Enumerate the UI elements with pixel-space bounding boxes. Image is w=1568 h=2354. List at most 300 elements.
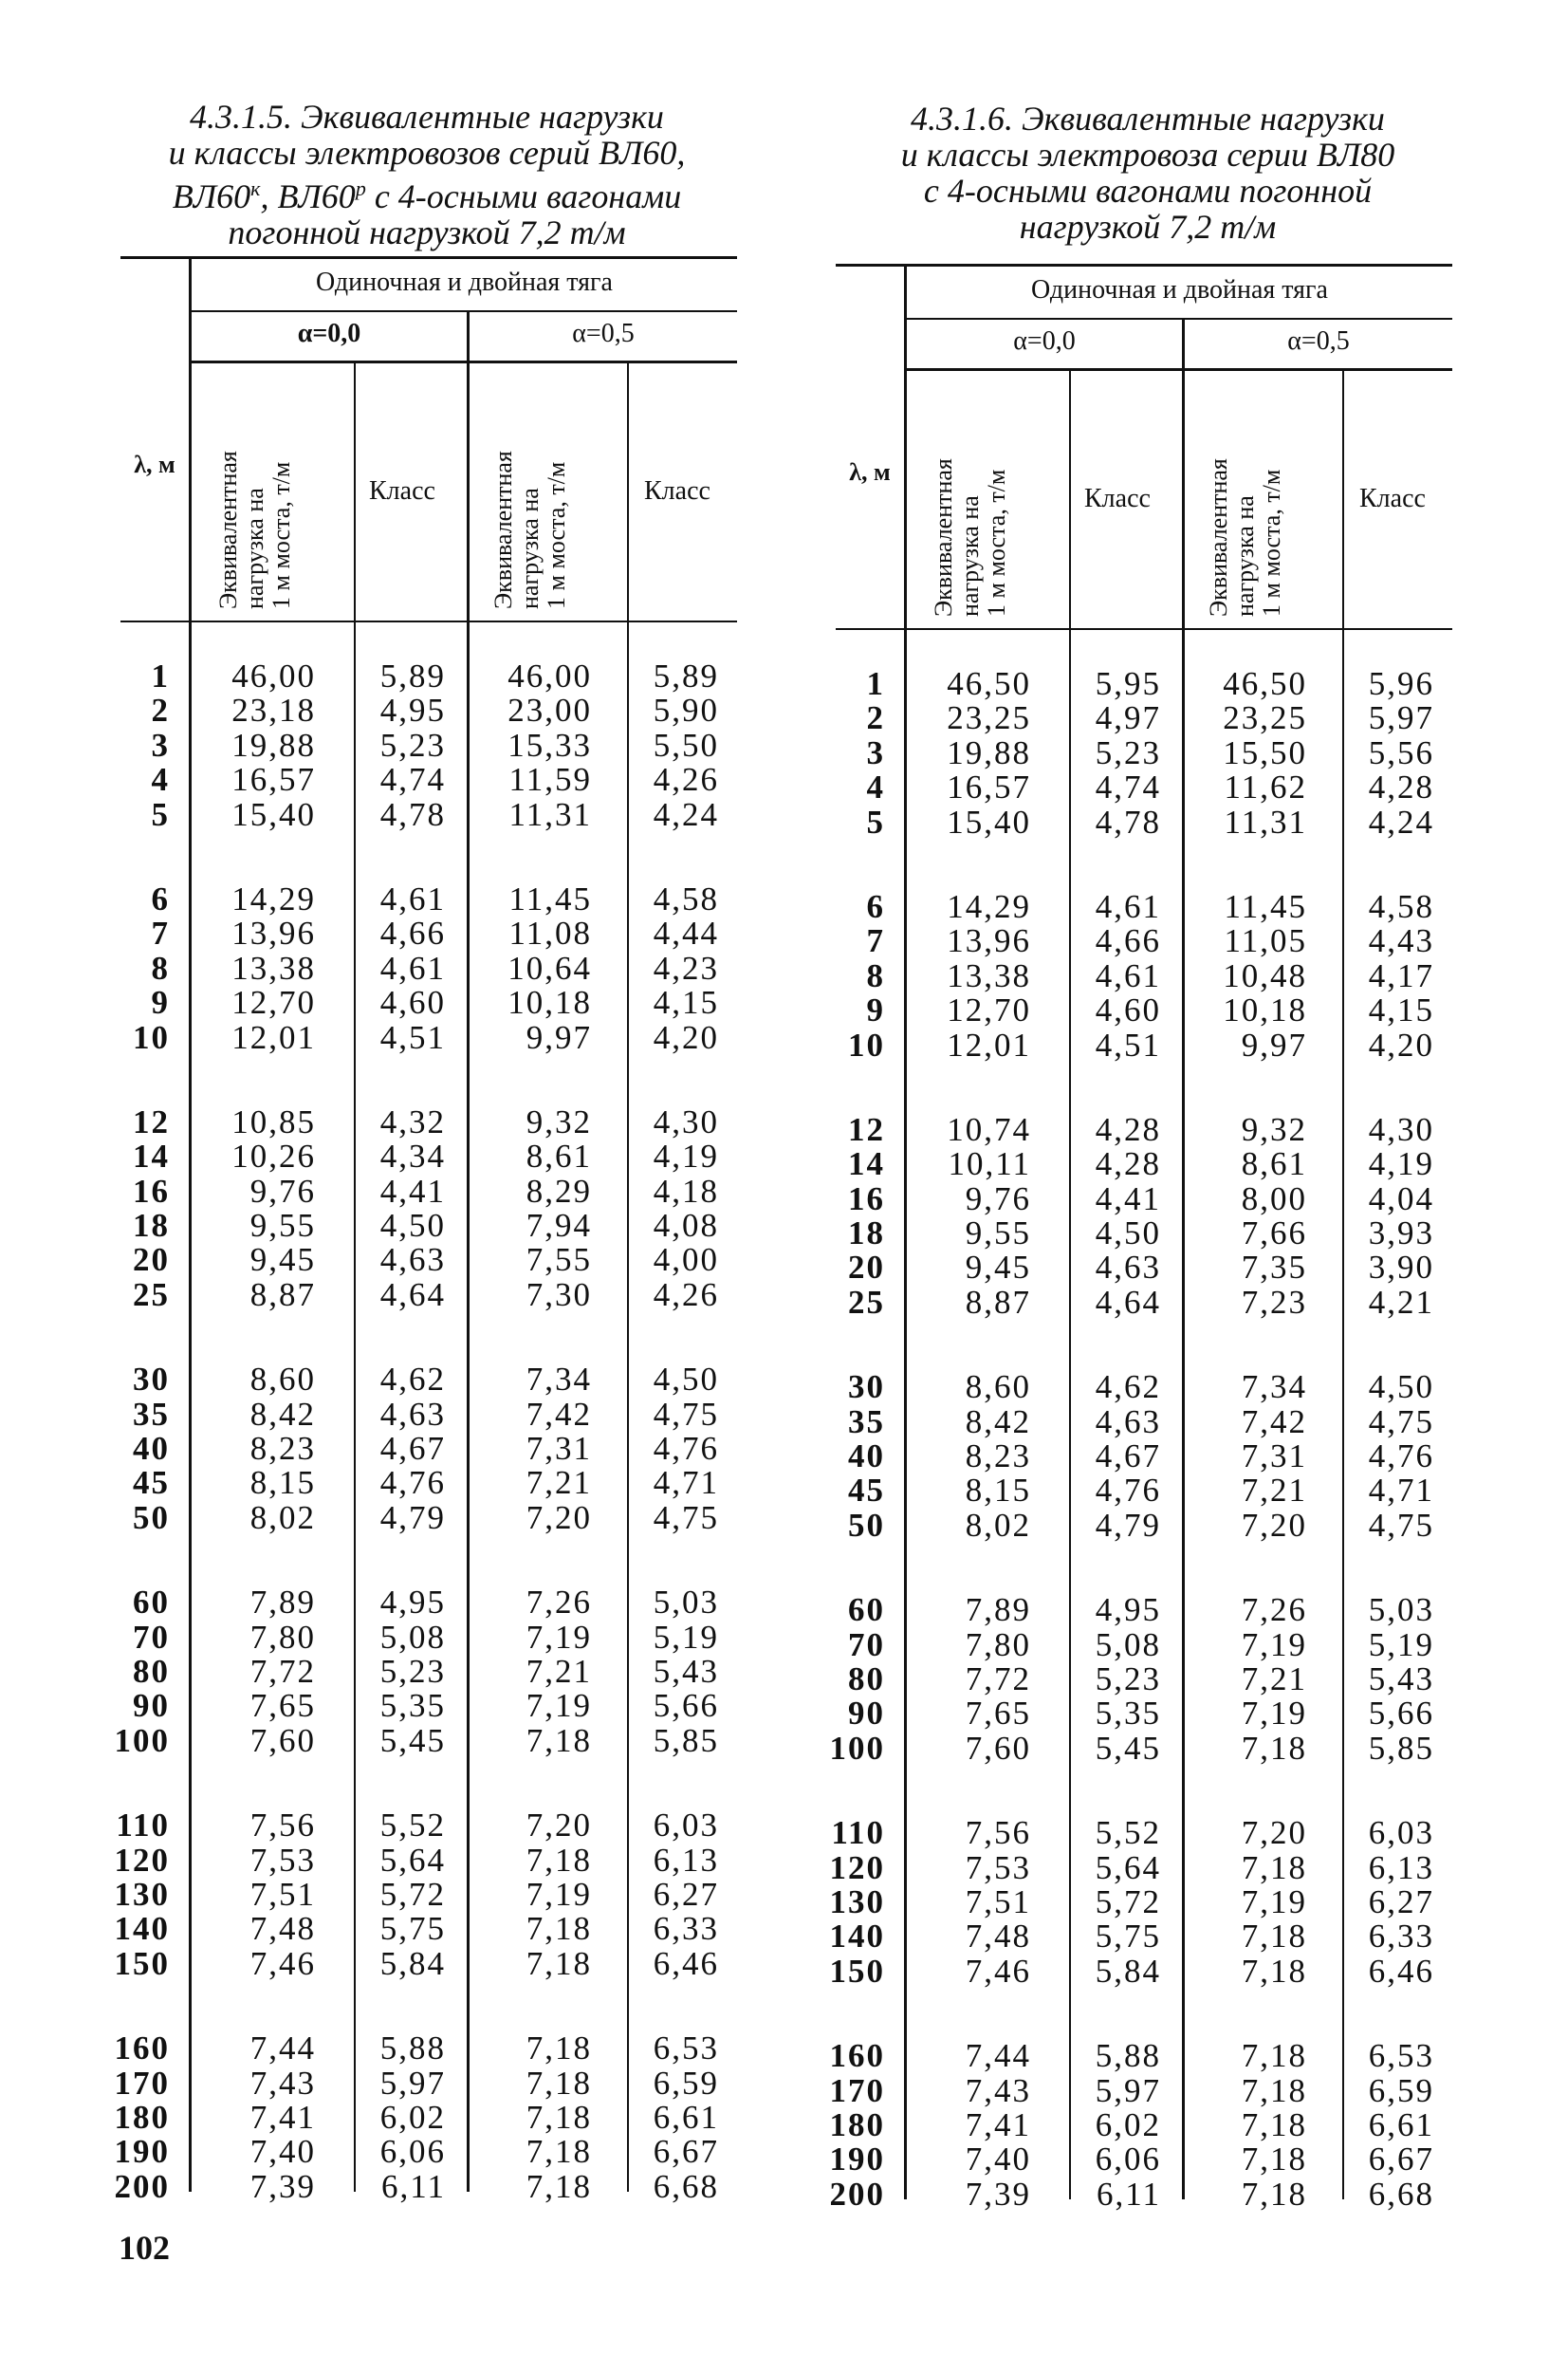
load-cell: 7,55	[526, 1241, 592, 1279]
class-cell: 5,88	[379, 2030, 446, 2067]
table-row	[120, 726, 737, 764]
table-row	[836, 887, 1452, 925]
lambda-cell: 40	[848, 1437, 885, 1475]
header-bottom-rule	[836, 628, 1452, 630]
lambda-cell: 70	[133, 1618, 170, 1656]
load-cell: 10,11	[948, 1145, 1031, 1183]
table-row	[120, 1466, 737, 1500]
title-line: и классы электровозов серий ВЛ60,	[168, 134, 686, 172]
table-row	[836, 1659, 1452, 1697]
class-cell: 5,84	[379, 1944, 446, 1982]
load-cell: 10,26	[231, 1138, 316, 1176]
page-number: 102	[119, 2229, 170, 2267]
table-row	[836, 1283, 1452, 1321]
load-cell: 7,39	[249, 2167, 316, 2205]
class-cell: 6,03	[1368, 1814, 1434, 1852]
lambda-cell: 50	[133, 1498, 170, 1536]
load-cell: 15,40	[231, 795, 316, 833]
row-group	[120, 659, 737, 832]
class-cell: 6,59	[1368, 2071, 1434, 2109]
class-cell: 6,03	[653, 1807, 719, 1844]
class-cell: 4,63	[1095, 1249, 1161, 1287]
table-row	[120, 1689, 737, 1723]
lambda-cell: 14	[848, 1145, 885, 1183]
table-row	[120, 1172, 737, 1210]
table-row	[829, 1918, 1452, 1955]
load-cell: 7,40	[249, 2133, 316, 2171]
class-cell: 5,64	[1095, 1848, 1161, 1886]
table-row	[836, 1593, 1452, 1627]
class-cell: 5,23	[379, 1652, 446, 1690]
load-cell: 11,31	[508, 795, 592, 833]
lambda-cell: 190	[114, 2133, 170, 2171]
table-row	[836, 956, 1452, 994]
lambda-cell: 110	[116, 1807, 170, 1844]
load-cell: 8,42	[965, 1402, 1031, 1440]
load-cell: 7,80	[965, 1625, 1031, 1663]
class-cell: 4,20	[1368, 1026, 1434, 1064]
class-cell: 6,53	[1368, 2037, 1434, 2075]
title-line: погонной нагрузкой 7,2 т/м	[228, 213, 626, 251]
header-rule	[189, 310, 737, 312]
lambda-cell: 180	[829, 2105, 885, 2143]
table-row	[836, 993, 1452, 1028]
row-group	[836, 887, 1452, 1064]
title-line: 4.3.1.6. Эквивалентные нагрузки	[911, 100, 1385, 138]
load-cell: 8,23	[249, 1430, 316, 1468]
lambda-cell: 1	[151, 658, 170, 695]
load-cell: 7,19	[526, 1875, 592, 1913]
table-row	[836, 1147, 1452, 1181]
load-cell: 7,51	[249, 1875, 316, 1913]
alpha-rule	[904, 368, 1452, 371]
class-cell: 5,89	[653, 658, 719, 695]
lambda-cell: 6	[866, 887, 885, 925]
class-cell: 4,78	[1095, 803, 1161, 841]
class-cell: 4,97	[1095, 699, 1161, 737]
load-cell: 11,31	[1224, 803, 1307, 841]
lambda-cell: 45	[133, 1464, 170, 1502]
load-cell: 11,08	[508, 915, 592, 953]
lambda-cell: 140	[829, 1918, 885, 1955]
class-cell: 4,61	[379, 949, 446, 987]
load-cell: 7,18	[1241, 1952, 1307, 1990]
table-row	[836, 770, 1452, 805]
load-cell: 7,26	[1241, 1591, 1307, 1629]
class-cell: 6,27	[653, 1875, 719, 1913]
table-row	[836, 667, 1452, 701]
class-cell: 5,43	[1368, 1659, 1434, 1697]
table-row	[836, 1506, 1452, 1544]
class-cell: 5,97	[1095, 2071, 1161, 2109]
row-group	[836, 667, 1452, 840]
class-cell: 5,56	[1368, 733, 1434, 771]
load-cell: 12,01	[947, 1026, 1031, 1064]
load-cell: 14,29	[947, 887, 1031, 925]
load-cell: 7,46	[965, 1952, 1031, 1990]
table-row	[836, 1370, 1452, 1404]
table-row	[114, 1944, 737, 1982]
class-cell: 4,34	[379, 1138, 446, 1176]
row-group	[120, 882, 737, 1055]
alpha-05-header: α=0,5	[572, 319, 635, 348]
lambda-cell: 120	[829, 1848, 885, 1886]
class-cell: 4,95	[379, 1584, 446, 1622]
lambda-cell: 30	[133, 1361, 170, 1399]
lambda-cell: 60	[133, 1584, 170, 1622]
class-cell: 4,64	[1095, 1283, 1161, 1321]
class-cell: 4,76	[1368, 1437, 1434, 1475]
load-cell: 7,89	[965, 1591, 1031, 1629]
table-row	[114, 2133, 737, 2171]
table-row	[120, 694, 737, 728]
table-row	[120, 1243, 737, 1277]
lambda-cell: 16	[848, 1179, 885, 1217]
top-rule	[120, 256, 737, 259]
lambda-cell: 100	[829, 1729, 885, 1767]
table-row	[120, 1585, 737, 1620]
load-header: Эквивалентная нагрузка на 1 м моста, т/м	[930, 458, 1010, 617]
load-header: Эквивалентная нагрузка на 1 м моста, т/м	[489, 451, 570, 609]
load-cell: 7,18	[1241, 1918, 1307, 1955]
class-cell: 4,17	[1368, 956, 1434, 994]
table-row	[836, 924, 1452, 958]
lambda-cell: 14	[133, 1138, 170, 1176]
class-cell: 5,72	[379, 1875, 446, 1913]
table-row	[114, 2030, 737, 2067]
load-cell: 23,25	[947, 699, 1031, 737]
lambda-cell: 90	[848, 1695, 885, 1733]
load-cell: 7,20	[526, 1807, 592, 1844]
load-cell: 7,65	[965, 1695, 1031, 1733]
class-cell: 4,18	[653, 1172, 719, 1210]
table-row	[114, 1721, 737, 1759]
table-row	[114, 1910, 737, 1948]
class-header: Класс	[1084, 484, 1151, 513]
class-cell: 5,97	[1368, 699, 1434, 737]
lambda-cell: 18	[133, 1207, 170, 1245]
lambda-cell: 50	[848, 1506, 885, 1544]
load-cell: 7,39	[965, 2175, 1031, 2213]
load-cell: 10,85	[231, 1103, 316, 1140]
class-cell: 5,52	[1095, 1814, 1161, 1852]
load-cell: 7,48	[249, 1910, 316, 1948]
table-row	[120, 1362, 737, 1397]
class-cell: 5,88	[1095, 2037, 1161, 2075]
load-cell: 7,44	[249, 2030, 316, 2067]
table-row	[120, 1432, 737, 1466]
table-row	[120, 1209, 737, 1243]
title-line: с 4-осными вагонами погонной	[923, 172, 1373, 210]
load-cell: 7,30	[526, 1275, 592, 1313]
row-group	[120, 1105, 737, 1312]
load-cell: 9,55	[249, 1207, 316, 1245]
lambda-cell: 80	[133, 1652, 170, 1690]
class-cell: 4,60	[1095, 992, 1161, 1029]
load-header: Эквивалентная нагрузка на 1 м моста, т/м	[1205, 458, 1285, 617]
lambda-cell: 45	[848, 1472, 885, 1510]
class-cell: 4,26	[653, 1275, 719, 1313]
load-cell: 7,20	[1241, 1814, 1307, 1852]
traction-header: Одиночная и двойная тяга	[1031, 275, 1328, 305]
class-cell: 6,13	[653, 1841, 719, 1879]
table-body	[829, 665, 1452, 2262]
class-cell: 5,75	[1095, 1918, 1161, 1955]
class-cell: 5,23	[1095, 733, 1161, 771]
load-cell: 8,02	[965, 1506, 1031, 1544]
lambda-cell: 35	[133, 1395, 170, 1433]
load-cell: 8,02	[249, 1498, 316, 1536]
class-cell: 4,60	[379, 984, 446, 1022]
load-cell: 9,32	[526, 1103, 592, 1140]
lambda-cell: 40	[133, 1430, 170, 1468]
row-group	[114, 2030, 737, 2205]
class-cell: 5,85	[1368, 1729, 1434, 1767]
load-cell: 7,21	[526, 1652, 592, 1690]
load-cell: 12,70	[947, 992, 1031, 1029]
load-cell: 7,53	[249, 1841, 316, 1879]
load-cell: 7,42	[526, 1395, 592, 1433]
table-row	[120, 1275, 737, 1313]
class-cell: 4,50	[653, 1361, 719, 1399]
lambda-header: λ, м	[849, 458, 891, 486]
class-cell: 6,46	[653, 1944, 719, 1982]
load-cell: 7,19	[1241, 1695, 1307, 1733]
table-row	[120, 1652, 737, 1690]
class-cell: 4,26	[653, 761, 719, 799]
table-row	[829, 1882, 1452, 1920]
load-cell: 8,87	[965, 1283, 1031, 1321]
load-cell: 7,20	[526, 1498, 592, 1536]
lambda-cell: 25	[848, 1283, 885, 1321]
load-cell: 7,18	[1241, 2105, 1307, 2143]
lambda-cell: 2	[866, 699, 885, 737]
load-cell: 8,00	[1241, 1179, 1307, 1217]
title-part: ВЛ60	[172, 177, 251, 215]
table-row	[120, 1140, 737, 1174]
class-cell: 4,61	[379, 880, 446, 918]
class-cell: 5,89	[379, 658, 446, 695]
class-cell: 6,02	[1095, 2105, 1161, 2143]
class-cell: 4,76	[1095, 1472, 1161, 1510]
load-cell: 7,19	[526, 1618, 592, 1656]
load-cell: 7,56	[249, 1807, 316, 1844]
lambda-cell: 35	[848, 1402, 885, 1440]
row-group	[114, 1807, 737, 1982]
title-sup: к	[250, 176, 261, 200]
table-row	[114, 1841, 737, 1879]
load-cell: 7,18	[1241, 1729, 1307, 1767]
data-table-vl60	[114, 256, 737, 2211]
lambda-cell: 150	[114, 1944, 170, 1982]
load-cell: 7,26	[526, 1584, 592, 1622]
header-rule	[904, 318, 1452, 320]
class-cell: 6,33	[653, 1910, 719, 1948]
class-cell: 6,61	[653, 2098, 719, 2136]
load-cell: 7,21	[1241, 1472, 1307, 1510]
class-cell: 4,50	[379, 1207, 446, 1245]
load-cell: 7,72	[249, 1652, 316, 1690]
load-cell: 10,18	[507, 984, 592, 1022]
class-cell: 5,72	[1095, 1882, 1161, 1920]
class-cell: 4,24	[1368, 803, 1434, 841]
lambda-cell: 10	[133, 1018, 170, 1056]
load-cell: 15,40	[947, 803, 1031, 841]
top-rule	[836, 264, 1452, 267]
table-row	[120, 949, 737, 987]
class-cell: 5,03	[1368, 1591, 1434, 1629]
class-cell: 4,63	[1095, 1402, 1161, 1440]
class-cell: 5,45	[379, 1721, 446, 1759]
lambda-cell: 25	[133, 1275, 170, 1313]
table-row	[829, 2105, 1452, 2143]
load-cell: 46,50	[1223, 665, 1307, 702]
lambda-cell: 6	[151, 880, 170, 918]
load-cell: 11,59	[508, 761, 592, 799]
class-cell: 5,90	[653, 692, 719, 730]
class-cell: 4,75	[1368, 1402, 1434, 1440]
class-cell: 6,53	[653, 2030, 719, 2067]
lambda-cell: 180	[114, 2098, 170, 2136]
class-cell: 4,19	[1368, 1145, 1434, 1183]
table-row	[836, 1110, 1452, 1148]
title-line	[123, 171, 730, 214]
load-cell: 46,50	[947, 665, 1031, 702]
load-cell: 7,60	[249, 1721, 316, 1759]
class-cell: 6,67	[1368, 2141, 1434, 2178]
class-cell: 6,68	[1368, 2175, 1434, 2213]
class-cell: 6,11	[1097, 2175, 1161, 2213]
table-row	[120, 1395, 737, 1433]
table-row	[120, 795, 737, 833]
load-cell: 7,18	[1241, 2141, 1307, 2178]
load-cell: 7,51	[965, 1882, 1031, 1920]
class-cell: 4,61	[1095, 956, 1161, 994]
class-cell: 4,28	[1095, 1145, 1161, 1183]
table-title-4-3-1-5	[123, 99, 730, 250]
load-cell: 10,74	[947, 1110, 1031, 1148]
load-cell: 7,19	[526, 1687, 592, 1725]
load-cell: 13,38	[231, 949, 316, 987]
load-cell: 7,23	[1241, 1283, 1307, 1321]
table-body	[114, 658, 737, 2254]
load-cell: 7,19	[1241, 1882, 1307, 1920]
class-cell: 5,50	[653, 726, 719, 764]
table-row	[116, 1807, 737, 1844]
lambda-cell: 4	[866, 769, 885, 806]
class-cell: 4,04	[1368, 1179, 1434, 1217]
data-table-vl80	[829, 264, 1452, 2218]
load-cell: 7,21	[1241, 1659, 1307, 1697]
class-cell: 4,19	[653, 1138, 719, 1176]
class-cell: 4,62	[379, 1361, 446, 1399]
table-row	[836, 1696, 1452, 1731]
load-cell: 7,41	[965, 2105, 1031, 2143]
load-cell: 7,20	[1241, 1506, 1307, 1544]
table-row	[831, 1814, 1452, 1852]
class-cell: 4,32	[379, 1103, 446, 1140]
load-cell: 8,15	[965, 1472, 1031, 1510]
lambda-cell: 130	[829, 1882, 885, 1920]
load-cell: 9,45	[965, 1249, 1031, 1287]
table-row	[836, 1474, 1452, 1508]
class-cell: 5,19	[653, 1618, 719, 1656]
load-cell: 7,42	[1241, 1402, 1307, 1440]
row-group	[114, 1584, 737, 1759]
lambda-cell: 18	[848, 1214, 885, 1252]
class-cell: 6,33	[1368, 1918, 1434, 1955]
lambda-cell: 5	[151, 795, 170, 833]
load-cell: 7,48	[965, 1918, 1031, 1955]
load-cell: 23,00	[507, 692, 592, 730]
alpha-rule	[189, 361, 737, 363]
class-cell: 4,71	[1368, 1472, 1434, 1510]
class-cell: 5,03	[653, 1584, 719, 1622]
load-cell: 8,60	[965, 1368, 1031, 1406]
row-group	[836, 1110, 1452, 1321]
table-row	[836, 1251, 1452, 1285]
load-cell: 7,43	[965, 2071, 1031, 2109]
class-cell: 4,63	[379, 1395, 446, 1433]
table-row	[836, 1026, 1452, 1064]
load-cell: 7,18	[526, 2167, 592, 2205]
lambda-cell: 90	[133, 1687, 170, 1725]
title-part: с 4-осными вагонами	[365, 177, 682, 215]
row-group	[829, 1591, 1452, 1767]
lambda-cell: 170	[114, 2064, 170, 2102]
load-cell: 13,96	[231, 915, 316, 953]
class-cell: 4,66	[379, 915, 446, 953]
table-row	[120, 986, 737, 1020]
load-cell: 46,00	[507, 658, 592, 695]
class-cell: 6,06	[379, 2133, 446, 2171]
class-cell: 4,76	[379, 1464, 446, 1502]
lambda-cell: 60	[848, 1591, 885, 1629]
table-row	[836, 1439, 1452, 1474]
load-cell: 9,97	[526, 1018, 592, 1056]
class-cell: 4,75	[653, 1395, 719, 1433]
lambda-cell: 3	[866, 733, 885, 771]
class-cell: 6,59	[653, 2064, 719, 2102]
load-cell: 9,76	[965, 1179, 1031, 1217]
load-cell: 11,62	[1224, 769, 1307, 806]
lambda-cell: 150	[829, 1952, 885, 1990]
load-cell: 46,00	[231, 658, 316, 695]
row-group	[829, 1814, 1452, 1990]
class-cell: 6,68	[653, 2167, 719, 2205]
load-cell: 7,65	[249, 1687, 316, 1725]
class-cell: 5,75	[379, 1910, 446, 1948]
lambda-cell: 12	[133, 1103, 170, 1140]
table-row	[114, 2064, 737, 2102]
title-sup: р	[355, 176, 366, 200]
lambda-cell: 70	[848, 1625, 885, 1663]
class-cell: 5,64	[379, 1841, 446, 1879]
load-cell: 8,87	[249, 1275, 316, 1313]
load-cell: 19,88	[947, 733, 1031, 771]
load-cell: 12,70	[231, 984, 316, 1022]
table-row	[120, 1018, 737, 1056]
lambda-cell: 4	[151, 761, 170, 799]
load-cell: 7,89	[249, 1584, 316, 1622]
load-cell: 12,01	[231, 1018, 316, 1056]
load-cell: 7,18	[1241, 1848, 1307, 1886]
class-cell: 4,67	[379, 1430, 446, 1468]
class-cell: 4,43	[1368, 922, 1434, 960]
lambda-cell: 20	[848, 1249, 885, 1287]
lambda-cell: 200	[114, 2167, 170, 2205]
class-cell: 4,62	[1095, 1368, 1161, 1406]
